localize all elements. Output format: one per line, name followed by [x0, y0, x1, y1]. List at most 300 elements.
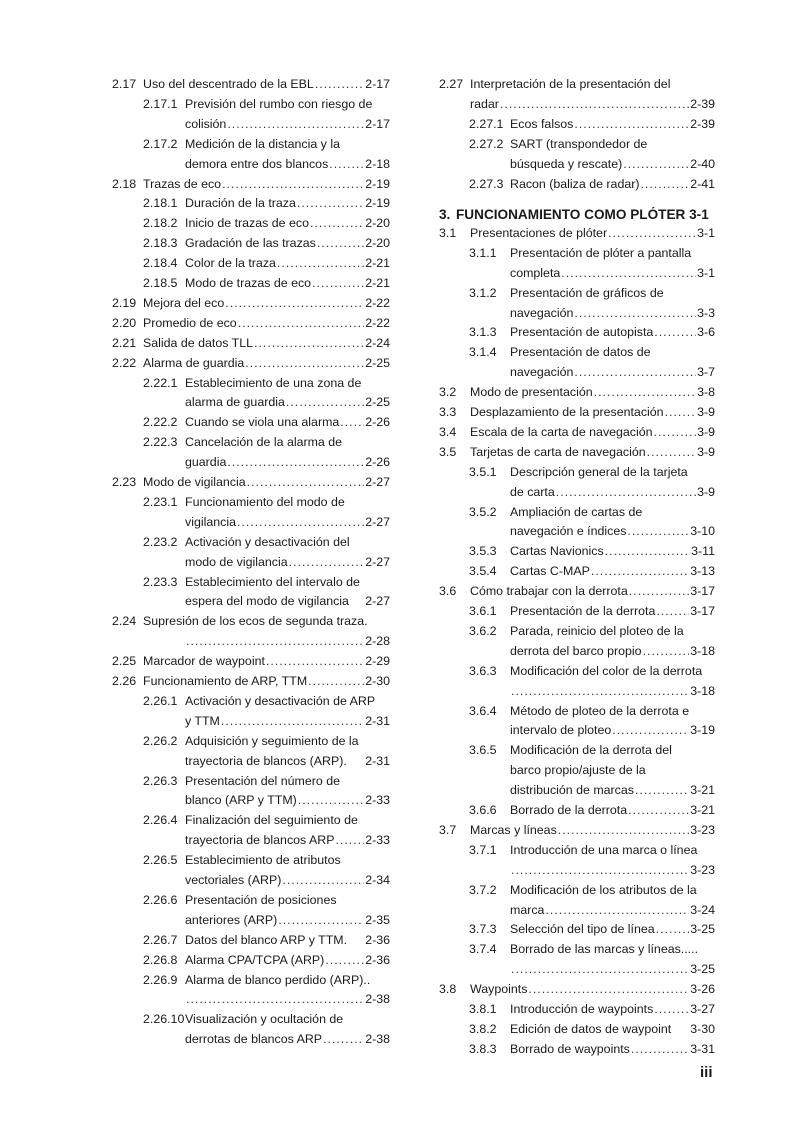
toc-entry-number: 2.24 — [112, 614, 137, 629]
toc-entry-page: 2-27 — [365, 594, 390, 609]
toc-entry — [439, 543, 715, 559]
toc-entry-page: 3-8 — [697, 385, 715, 400]
toc-entry-number: 2.26 — [112, 674, 137, 688]
toc-entry — [112, 434, 390, 450]
toc-entry-title: Presentación de datos de — [510, 345, 651, 360]
toc-entry-page: 3-18 — [690, 643, 715, 658]
toc-entry-page: 2-31 — [365, 753, 390, 768]
toc-leader-dots — [574, 116, 689, 132]
toc-entry-page: 2-34 — [365, 873, 390, 887]
toc-entry-number: 2.22.1 — [143, 375, 178, 390]
toc-entry — [112, 753, 390, 769]
toc-entry-number: 2.26.5 — [143, 853, 178, 868]
toc-entry — [112, 335, 390, 351]
toc-entry-title: Alarma CPA/TCPA (ARP) — [185, 952, 325, 967]
toc-leader-dots — [297, 195, 364, 211]
toc-leader-dots — [511, 683, 689, 699]
toc-entry-number: 2.26.2 — [143, 733, 178, 748]
toc-entry-title: vigilancia — [185, 514, 236, 529]
toc-entry — [112, 972, 390, 988]
toc-leader-dots — [308, 673, 364, 689]
toc-leader-dots — [254, 335, 364, 351]
toc-entry-title: Funcionamiento de ARP, TTM — [143, 674, 308, 688]
toc-entry — [439, 663, 715, 679]
toc-entry-title: Salida de datos TLL — [143, 335, 253, 350]
toc-leader-dots — [561, 265, 696, 281]
toc-leader-dots — [289, 554, 365, 570]
toc-entry-number: 2.17.1 — [143, 96, 178, 111]
toc-entry-title: marca — [510, 902, 545, 917]
toc-leader-dots — [612, 722, 689, 738]
toc-entry-page: 2-19 — [365, 196, 390, 211]
toc-entry-number: 2.27 — [439, 77, 464, 91]
toc-entry-page: 3-3 — [697, 305, 715, 320]
toc-entry-page: 3-10 — [690, 524, 715, 539]
toc-entry — [112, 872, 390, 888]
toc-entry — [439, 384, 715, 400]
toc-entry-number: 2.22 — [112, 355, 137, 370]
toc-leader-dots — [278, 912, 364, 928]
toc-entry-page: 3-18 — [690, 683, 715, 698]
toc-entry-page: 3-21 — [690, 783, 715, 798]
toc-entry-page: 2-36 — [365, 952, 390, 967]
toc-entry-title: Cuando se viola una alarma — [185, 415, 340, 430]
toc-entry-title: blanco (ARP y TTM) — [185, 793, 297, 808]
toc-leader-dots — [277, 255, 364, 271]
toc-entry-trailing-dots: ..... — [680, 942, 699, 957]
toc-entry — [439, 404, 715, 420]
toc-entry-number: 3.8 — [439, 982, 457, 997]
toc-entry-number: 2.21 — [112, 335, 137, 350]
toc-leader-dots — [227, 116, 364, 132]
toc-entry — [439, 643, 715, 659]
toc-entry — [112, 116, 390, 132]
toc-entry-title: espera del modo de vigilancia — [185, 594, 349, 609]
toc-entry-page: 2-35 — [365, 912, 390, 927]
toc-entry-title: Borrado de la derrota — [510, 803, 628, 817]
toc-leader-dots — [574, 305, 696, 321]
toc-entry — [439, 1021, 715, 1037]
toc-entry-trailing-dots: .. — [363, 972, 371, 987]
toc-entry-title: Presentaciones de plóter — [470, 225, 608, 240]
toc-entry-title: derrotas de blancos ARP — [185, 1032, 323, 1047]
toc-entry — [112, 1011, 390, 1027]
toc-entry-page: 3-23 — [690, 862, 715, 877]
toc-entry — [112, 613, 390, 629]
toc-entry — [439, 583, 715, 599]
toc-entry-page: 2-24 — [365, 335, 390, 350]
toc-entry-title: Cartas C-MAP — [510, 564, 590, 579]
toc-entry-number: 2.27.2 — [469, 136, 504, 151]
toc-entry-page: 2-30 — [365, 674, 390, 688]
toc-entry — [112, 494, 390, 510]
toc-entry — [439, 76, 715, 92]
toc-entry-number: 3.3 — [439, 405, 457, 419]
toc-entry — [112, 932, 390, 948]
toc-entry-number: 2.26.7 — [143, 932, 178, 947]
toc-leader-dots — [282, 872, 364, 888]
toc-entry — [112, 773, 390, 789]
toc-entry-number: 3.4 — [439, 424, 457, 439]
toc-entry-page: 2-26 — [365, 415, 390, 430]
toc-entry-title: Adquisición y seguimiento de la — [185, 733, 359, 748]
toc-entry — [439, 344, 715, 360]
toc-entry-title: Marcador de waypoint — [143, 654, 265, 669]
toc-entry-number: 2.22.2 — [143, 415, 178, 430]
toc-entry-title: Edición de datos de waypoint — [510, 1021, 672, 1036]
toc-leader-dots — [225, 295, 364, 311]
toc-entry — [439, 862, 715, 878]
toc-entry-page: 2-33 — [365, 833, 390, 848]
toc-entry-title: Medición de la distancia y la — [185, 136, 340, 151]
toc-entry-page: 3-1 — [697, 265, 715, 280]
toc-entry-page: 2-20 — [365, 216, 390, 231]
toc-entry — [112, 215, 390, 231]
toc-entry-title: Presentación de autopista — [510, 325, 654, 340]
toc-entry-page: 2-36 — [365, 932, 390, 947]
toc-entry-page: 2-26 — [365, 455, 390, 470]
toc-entry — [112, 852, 390, 868]
toc-leader-dots — [528, 981, 689, 997]
toc-entry-title: Presentación de plóter a pantalla — [510, 245, 692, 260]
toc-entry-title: guardia — [185, 455, 227, 470]
toc-entry-title: Ecos falsos — [510, 116, 574, 131]
toc-entry-number: 3.6.6 — [469, 803, 497, 817]
toc-entry-title: Modo de vigilancia — [143, 475, 246, 489]
toc-entry-title: Modificación del color de la derrota — [510, 663, 703, 678]
toc-entry — [439, 245, 715, 261]
toc-entry — [112, 474, 390, 490]
toc-entry-page: 2-25 — [365, 395, 390, 410]
toc-entry — [112, 633, 390, 649]
toc-entry — [112, 414, 390, 430]
toc-entry-page: 2-21 — [365, 276, 390, 290]
toc-entry-number: 2.18.4 — [143, 256, 178, 271]
toc-entry-title: Modificación de los atributos de la — [510, 882, 697, 897]
toc-entry-number: 2.23.1 — [143, 494, 178, 509]
toc-entry-title: búsqueda y rescate) — [510, 156, 623, 171]
toc-entry-page: 2-38 — [365, 1032, 390, 1047]
toc-entry — [439, 842, 715, 858]
toc-entry-page: 3-9 — [697, 405, 715, 419]
toc-leader-dots — [640, 176, 689, 192]
toc-entry — [112, 235, 390, 251]
toc-entry-page: 2-39 — [690, 116, 715, 131]
toc-entry — [439, 782, 715, 798]
toc-entry-number: 2.26.9 — [143, 972, 178, 987]
toc-entry-title: navegación — [510, 365, 574, 380]
toc-entry — [439, 1001, 715, 1017]
toc-leader-dots — [315, 76, 364, 92]
toc-entry-title: Supresión de los ecos de segunda traza — [143, 614, 365, 629]
toc-entry-title: Funcionamiento del modo de — [185, 494, 345, 509]
toc-entry-page: 2-39 — [690, 96, 715, 111]
toc-entry-title: Tarjetas de carta de navegación — [470, 444, 646, 459]
toc-entry-number: 3.8.2 — [469, 1021, 497, 1036]
toc-leader-dots — [325, 952, 364, 968]
toc-entry-page: 2-20 — [365, 236, 390, 251]
toc-entry-title: Cómo trabajar con la derrota — [470, 584, 628, 599]
toc-leader-dots — [628, 802, 689, 818]
toc-entry-number: 3.5.2 — [469, 504, 497, 519]
toc-entry — [439, 484, 715, 500]
toc-entry-number: 3.1.4 — [469, 345, 497, 360]
toc-entry — [112, 792, 390, 808]
toc-leader-dots — [558, 822, 689, 838]
toc-entry-trailing-dots: . — [364, 614, 368, 629]
toc-entry-number: 2.18.3 — [143, 236, 178, 251]
toc-entry-number: 2.18.5 — [143, 276, 178, 290]
toc-leader-dots — [340, 414, 364, 430]
toc-entry-number: 2.25 — [112, 654, 137, 669]
toc-entry-title: Datos del blanco ARP y TTM. — [185, 932, 348, 947]
toc-leader-dots — [556, 484, 696, 500]
toc-entry-number: 3.1 — [439, 225, 457, 240]
toc-entry-page: 2-27 — [365, 475, 390, 489]
toc-leader-dots — [627, 523, 689, 539]
toc-leader-dots — [647, 444, 696, 460]
toc-entry — [439, 822, 715, 838]
toc-entry-number: 2.18.1 — [143, 196, 178, 211]
toc-entry — [112, 673, 390, 689]
toc-entry — [112, 375, 390, 391]
toc-entry-title: Marcas y líneas — [470, 822, 557, 837]
toc-leader-dots — [656, 603, 689, 619]
toc-entry-page: 2-22 — [365, 315, 390, 330]
toc-entry-number: 3.7.3 — [469, 922, 497, 937]
toc-entry-number: 3.7.1 — [469, 842, 497, 857]
toc-entry-page: 2-27 — [365, 554, 390, 569]
toc-entry — [439, 523, 715, 539]
toc-leader-dots — [317, 235, 364, 251]
toc-entry-page: 3-21 — [690, 803, 715, 817]
toc-entry-title: colisión — [185, 116, 227, 131]
toc-entry-page: 2-28 — [365, 634, 390, 649]
toc-leader-dots — [329, 156, 364, 172]
toc-leader-dots — [222, 176, 364, 192]
toc-leader-dots — [623, 156, 689, 172]
toc-entry-title: Descripción general de la tarjeta — [510, 464, 688, 479]
toc-entry-number: 3.1.1 — [469, 245, 497, 260]
toc-entry-page: 2-18 — [365, 156, 390, 171]
toc-leader-dots — [323, 1031, 364, 1047]
toc-leader-dots — [335, 832, 364, 848]
toc-entry-page: 3-11 — [691, 544, 715, 559]
toc-entry-page: 2-27 — [365, 514, 390, 529]
toc-leader-dots — [608, 225, 696, 241]
toc-entry — [112, 255, 390, 271]
toc-entry-title: Cancelación de la alarma de — [185, 435, 343, 450]
toc-entry-number: 2.26.8 — [143, 952, 178, 967]
toc-leader-dots — [605, 543, 690, 559]
toc-entry-title: intervalo de ploteo — [510, 723, 612, 738]
toc-entry-title: Establecimiento de atributos — [185, 853, 341, 868]
toc-entry-title: Finalización del seguimiento de — [185, 813, 358, 828]
toc-entry — [112, 176, 390, 192]
toc-leader-dots — [247, 474, 365, 490]
toc-entry-page: 2-21 — [365, 256, 390, 271]
toc-entry — [439, 116, 715, 132]
toc-entry — [112, 514, 390, 530]
toc-entry-title: Escala de la carta de navegación — [470, 424, 653, 439]
toc-entry-number: 3.7 — [439, 822, 457, 837]
toc-entry — [112, 275, 390, 291]
toc-entry-title: Modificación de la derrota del — [510, 743, 672, 758]
toc-entry-number: 3.7.2 — [469, 882, 497, 897]
toc-entry — [439, 444, 715, 460]
toc-entry — [112, 76, 390, 92]
toc-leader-dots — [591, 563, 689, 579]
toc-leader-dots — [237, 514, 364, 530]
toc-entry-title: Inicio de trazas de eco — [185, 216, 309, 231]
toc-entry-number: 3.6.5 — [469, 743, 497, 758]
toc-entry-page: 2-22 — [365, 295, 390, 310]
toc-entry-title: Gradación de las trazas — [185, 236, 316, 251]
toc-entry-number: 2.26.10 — [143, 1012, 185, 1027]
toc-entry-number: 3.6.3 — [469, 663, 497, 678]
toc-entry-number: 3.5.3 — [469, 544, 497, 559]
toc-entry-number: 2.23 — [112, 475, 137, 489]
toc-leader-dots — [654, 1001, 689, 1017]
toc-leader-dots — [186, 633, 364, 649]
toc-entry-title: Trazas de eco — [143, 176, 222, 191]
toc-entry — [112, 554, 390, 570]
toc-entry — [439, 225, 715, 241]
toc-entry-title: de carta — [510, 484, 555, 499]
toc-entry-page: 2-33 — [365, 793, 390, 808]
toc-entry-number: 3.2 — [439, 385, 457, 400]
toc-entry — [112, 454, 390, 470]
toc-entry — [112, 1031, 390, 1047]
toc-entry — [439, 305, 715, 321]
toc-entry-page: 3-23 — [690, 822, 715, 837]
toc-entry-page: 3-26 — [690, 982, 715, 997]
toc-entry — [439, 802, 715, 818]
toc-entry-title: anteriores (ARP) — [185, 912, 278, 927]
toc-entry — [439, 504, 715, 520]
toc-entry — [112, 96, 390, 112]
toc-entry — [439, 324, 715, 340]
toc-entry-page: 2-17 — [365, 116, 390, 131]
toc-entry-page: 2-41 — [690, 176, 715, 191]
toc-entry — [439, 176, 715, 192]
toc-entry — [439, 464, 715, 480]
toc-entry — [439, 265, 715, 281]
toc-entry — [439, 424, 715, 440]
toc-entry-number: 3.6.4 — [469, 703, 497, 718]
toc-entry — [439, 762, 715, 778]
toc-entry-title: barco propio/ajuste de la — [510, 763, 646, 778]
toc-entry — [439, 921, 715, 937]
toc-entry-title: Color de la traza — [185, 256, 276, 271]
toc-entry — [112, 991, 390, 1007]
toc-leader-dots — [654, 424, 697, 440]
toc-entry — [112, 195, 390, 211]
toc-entry — [112, 812, 390, 828]
toc-entry — [112, 713, 390, 729]
toc-chapter-heading — [439, 207, 715, 223]
toc-entry-title: Presentación de posiciones — [185, 892, 337, 907]
toc-leader-dots — [643, 643, 690, 659]
toc-entry — [439, 1041, 715, 1057]
toc-entry-number: 2.26.1 — [143, 693, 178, 708]
toc-entry — [439, 683, 715, 699]
toc-leader-dots — [238, 315, 365, 331]
toc-leader-dots — [186, 991, 364, 1007]
toc-entry — [112, 653, 390, 669]
toc-leader-dots — [594, 384, 696, 400]
toc-entry-number: 3.5 — [439, 444, 457, 459]
toc-entry-number: 3.5.4 — [469, 564, 497, 579]
toc-entry-number: 2.23.2 — [143, 534, 178, 549]
toc-entry-number: 2.26.6 — [143, 892, 178, 907]
toc-leader-dots — [511, 961, 689, 977]
toc-entry-title: Ampliación de cartas de — [510, 504, 643, 519]
toc-entry-page: 3-25 — [690, 922, 715, 937]
toc-entry-page: 2-40 — [690, 156, 715, 171]
page-number: iii — [700, 1064, 713, 1081]
toc-entry — [439, 364, 715, 380]
toc-entry-page: 3-17 — [690, 604, 715, 618]
toc-entry — [439, 603, 715, 619]
toc-entry — [439, 563, 715, 579]
toc-entry-page: 3-31 — [690, 1041, 715, 1056]
toc-entry-page: 3-7 — [697, 365, 715, 380]
toc-entry-number: 3. — [439, 207, 451, 223]
toc-entry-page: 2-31 — [365, 713, 390, 728]
toc-entry-number: 2.26.3 — [143, 773, 178, 788]
toc-entry-number: 2.17.2 — [143, 136, 178, 151]
toc-entry-title: Modo de presentación — [470, 385, 593, 400]
toc-leader-dots — [511, 862, 689, 878]
toc-entry-title: Borrado de las marcas y líneas — [510, 942, 681, 957]
toc-entry-title: Mejora del eco — [143, 295, 225, 310]
toc-entry-title: FUNCIONAMIENTO COMO PLÓTER 3-1 — [456, 207, 709, 223]
toc-entry — [112, 136, 390, 152]
toc-leader-dots — [574, 364, 696, 380]
toc-leader-dots — [665, 404, 697, 420]
toc-entry-page: 3-6 — [697, 325, 715, 340]
toc-entry — [439, 882, 715, 898]
toc-entry-number: 2.26.4 — [143, 813, 178, 828]
toc-entry — [439, 96, 715, 112]
toc-entry-title: Alarma de blanco perdido (ARP) — [185, 972, 364, 987]
toc-leader-dots — [245, 355, 364, 371]
toc-entry-title: Parada, reinicio del ploteo de la — [510, 623, 684, 638]
toc-leader-dots — [656, 921, 690, 937]
toc-entry — [112, 952, 390, 968]
toc-entry-title: Activación y desactivación de ARP — [185, 693, 376, 708]
toc-entry-number: 2.23.3 — [143, 574, 178, 589]
toc-entry-title: navegación e índices — [510, 524, 627, 539]
toc-entry — [112, 534, 390, 550]
toc-entry-number: 3.1.3 — [469, 325, 497, 340]
toc-entry-title: derrota del barco propio — [510, 643, 642, 658]
toc-entry-title: vectoriales (ARP) — [185, 873, 282, 887]
toc-entry — [439, 156, 715, 172]
toc-entry — [112, 355, 390, 371]
toc-entry — [112, 394, 390, 410]
toc-entry-number: 2.20 — [112, 315, 137, 330]
toc-entry-page: 3-9 — [697, 444, 715, 459]
toc-entry-page: 3-17 — [690, 584, 715, 599]
toc-entry — [439, 136, 715, 152]
toc-entry-number: 3.5.1 — [469, 464, 497, 479]
toc-entry — [439, 742, 715, 758]
toc-entry-title: Racon (baliza de radar) — [510, 176, 640, 191]
toc-entry-page: 3-9 — [697, 424, 715, 439]
toc-entry — [439, 285, 715, 301]
